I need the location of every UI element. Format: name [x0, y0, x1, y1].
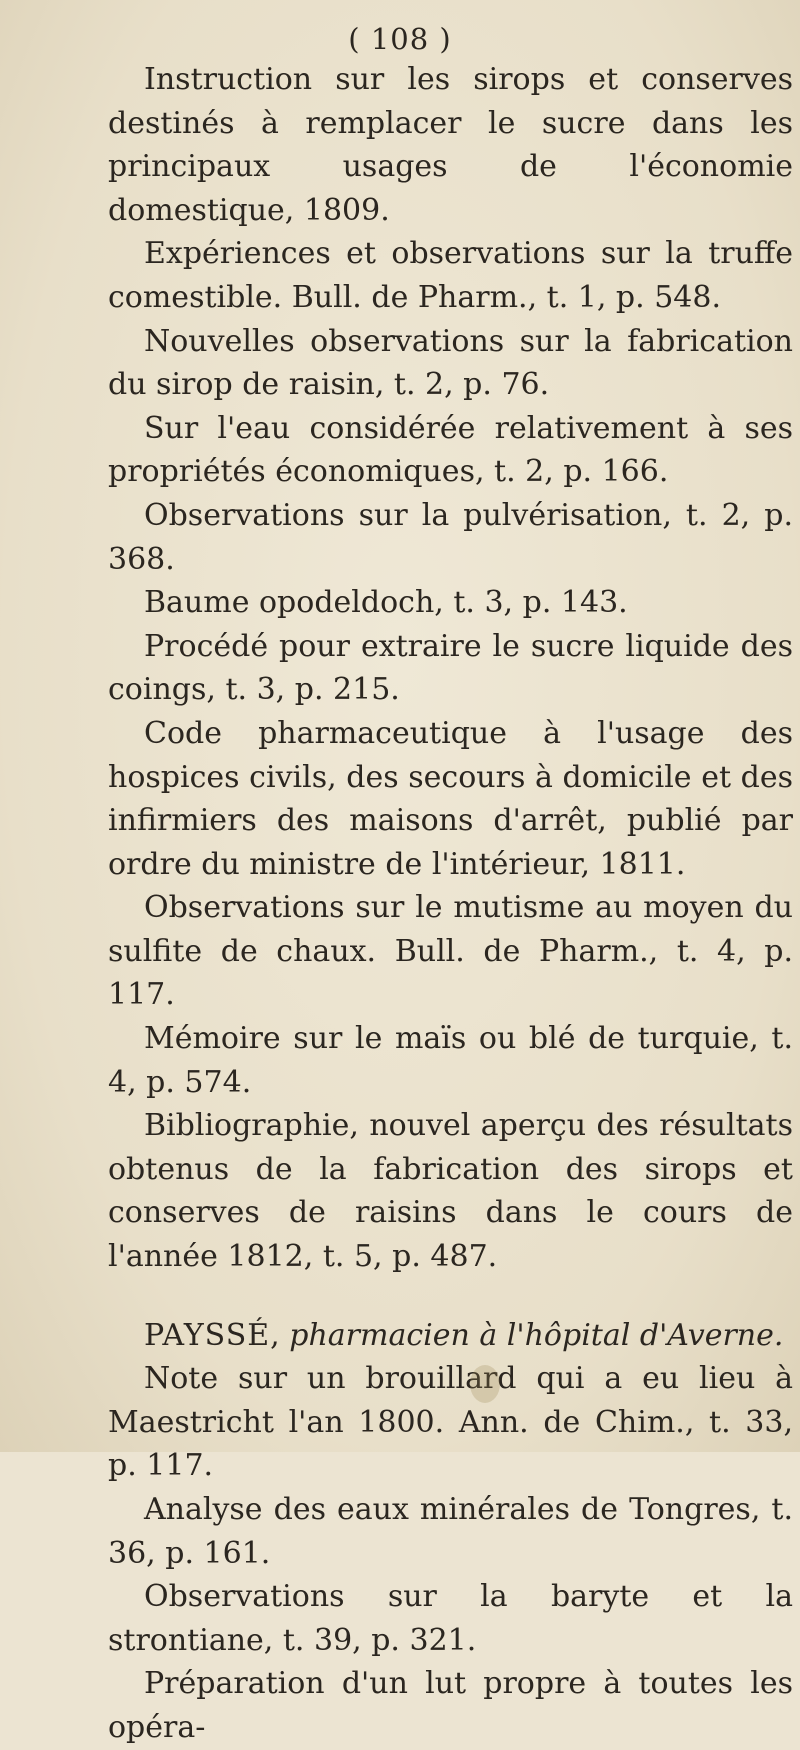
bibliography-entry: Observations sur le mutisme au moyen du sulfite de chaux. Bull. de Pharm., t. 4, p. 117. — [108, 890, 793, 1013]
page-number: ( 108 ) — [348, 22, 452, 56]
author-separator: , — [270, 1317, 290, 1353]
author-role: pharmacien à l'hôpital d'Averne. — [289, 1317, 784, 1353]
author-entry: Analyse des eaux minérales de Tongres, t. 36, p. 161. — [108, 1492, 793, 1571]
bibliography-entry: Expériences et observations sur la truffe comestible. Bull. de Pharm., t. 1, p. 548. — [108, 236, 793, 315]
bibliography-entry: Sur l'eau considérée relativement à ses propriétés économiques, t. 2, p. 166. — [108, 410, 793, 490]
bibliography-entry: Observations sur la pulvérisation, t. 2, p. 368. — [108, 497, 793, 577]
page-content — [108, 58, 793, 1750]
paper-stain — [470, 1365, 500, 1403]
author-heading — [108, 1314, 793, 1358]
bibliography-entry: Code pharmaceutique à l'usage des hospices civils, des secours à domicile et des infirmiers des maisons d'arrêt, publié par ordre du ministre de l'intérieur, 1811. — [108, 715, 793, 882]
bibliography-entry: Bibliographie, nouvel aperçu des résultats obtenus de la fabrication des sirops et conserves de raisins dans le cours de l'année 1812, t. 5, p. 487. — [108, 1108, 793, 1275]
bibliography-entry: Instruction sur les sirops et conserves destinés à remplacer le sucre dans les principaux usages de l'économie domestique, 1809. — [108, 62, 793, 228]
author-entry: Observations sur la baryte et la strontiane, t. 39, p. 321. — [108, 1579, 793, 1658]
author-entry: Préparation d'un lut propre à toutes les opéra- — [108, 1666, 793, 1745]
bibliography-entry: Baume opodeldoch, t. 3, p. 143. — [144, 585, 628, 621]
author-entry: Note sur un brouillard qui a eu lieu à Maestricht l'an 1800. Ann. de Chim., t. 33, p. 117. — [108, 1361, 793, 1484]
author-name: PAYSSÉ — [144, 1317, 271, 1353]
bibliography-entry: Mémoire sur le maïs ou blé de turquie, t. 4, p. 574. — [108, 1021, 793, 1100]
bibliography-entry: Procédé pour extraire le sucre liquide des coings, t. 3, p. 215. — [108, 628, 793, 708]
bibliography-entry: Nouvelles observations sur la fabrication du sirop de raisin, t. 2, p. 76. — [108, 323, 793, 403]
